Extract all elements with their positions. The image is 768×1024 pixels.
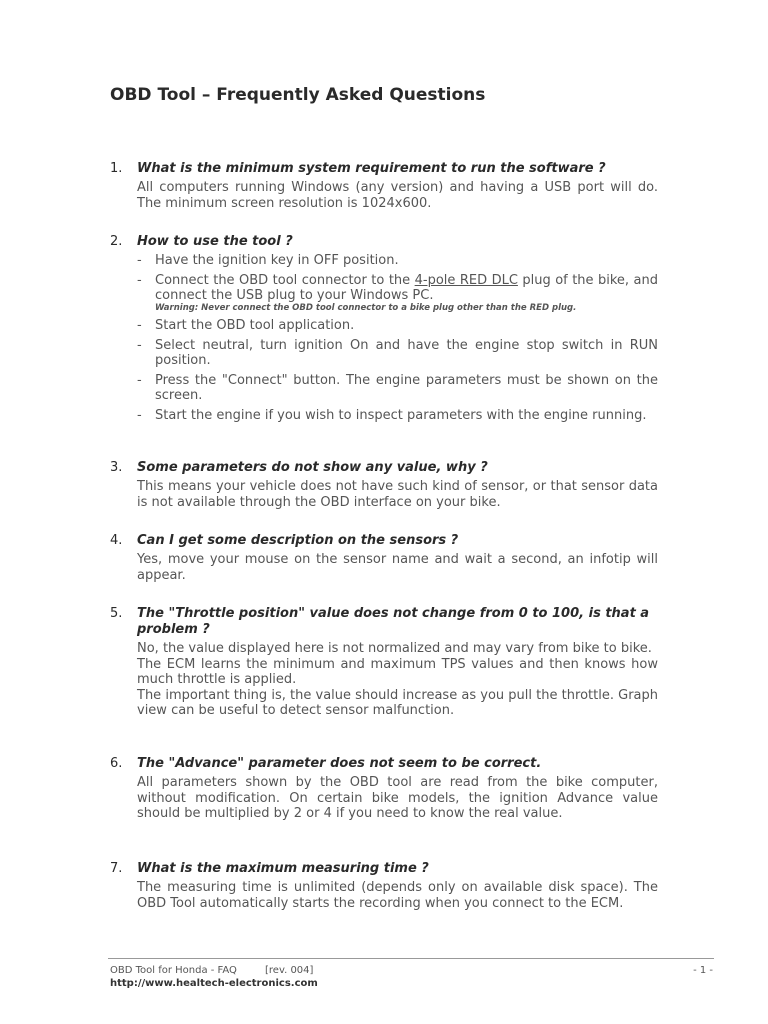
faq-answer-4 (137, 552, 658, 583)
question-number: 6. (110, 756, 123, 771)
step-item: - Connect the OBD tool connector to the 4-pole RED DLC plug of the bike, and connect the USB plug to your Windows PC. Warning: Never connect the OBD tool connector to a bike plug other than the RED plug. (137, 273, 658, 313)
faq-answer-5 (137, 641, 658, 719)
answer-paragraph: The important thing is, the value should increase as you pull the throttle. Graph view can be useful to detect sensor malfunction. (137, 687, 658, 718)
step-item: - Press the "Connect" button. The engine parameters must be shown on the screen. (137, 373, 658, 403)
warning-note: Warning: Never connect the OBD tool connector to a bike plug other than the RED plug. (155, 303, 577, 313)
question-text: Some parameters do not show any value, why ? (137, 460, 488, 475)
answer-paragraph: No, the value displayed here is not normalized and may vary from bike to bike. (137, 641, 652, 656)
faq-question-3 (110, 460, 660, 476)
question-text: What is the minimum system requirement to run the software ? (137, 161, 606, 176)
faq-answer-7 (137, 880, 658, 911)
answer-paragraph: All parameters shown by the OBD tool are read from the bike computer, without modification. On certain bike models, the ignition Advance value should be multiplied by 2 or 4 if you need to know the real value. (137, 775, 658, 821)
faq-steps-2 (137, 253, 658, 423)
faq-answer-3 (137, 479, 658, 510)
question-number: 7. (110, 861, 123, 876)
question-number: 3. (110, 460, 123, 475)
question-text: The "Throttle position" value does not change from 0 to 100, is that a problem ? (137, 606, 650, 637)
footer-page-number: - 1 - (693, 965, 713, 976)
dlc-plug-link: 4-pole RED DLC (414, 273, 518, 288)
answer-paragraph: The measuring time is unlimited (depends only on available disk space). The OBD Tool automatically starts the recording when you connect to the ECM. (137, 880, 658, 911)
answer-paragraph: All computers running Windows (any version) and having a USB port will do. The minimum screen resolution is 1024x600. (137, 180, 658, 211)
footer-revision: [rev. 004] (265, 965, 314, 976)
faq-question-5 (110, 606, 660, 637)
answer-paragraph: The ECM learns the minimum and maximum TPS values and then knows how much throttle is applied. (137, 656, 658, 687)
faq-question-4 (110, 533, 660, 549)
faq-question-7 (110, 861, 660, 877)
step-item: - Have the ignition key in OFF position. (137, 253, 399, 268)
question-text: What is the maximum measuring time ? (137, 861, 429, 876)
faq-question-6 (110, 756, 660, 772)
step-item: - Select neutral, turn ignition On and have the engine stop switch in RUN position. (137, 338, 658, 368)
answer-paragraph: Yes, move your mouse on the sensor name and wait a second, an infotip will appear. (137, 552, 658, 583)
footer-url-link[interactable]: http://www.healtech-electronics.com (110, 978, 318, 989)
question-number: 4. (110, 533, 123, 548)
step-item: - Start the OBD tool application. (137, 318, 355, 333)
question-text: How to use the tool ? (137, 234, 293, 249)
question-text: The "Advance" parameter does not seem to be correct. (137, 756, 542, 771)
faq-question-2 (110, 234, 660, 250)
question-text: Can I get some description on the sensors ? (137, 533, 459, 548)
question-number: 5. (110, 606, 123, 621)
question-number: 1. (110, 161, 123, 176)
footer-divider (108, 958, 714, 959)
faq-answer-6 (137, 775, 658, 822)
faq-answer-1 (137, 180, 658, 211)
question-number: 2. (110, 234, 123, 249)
answer-paragraph: This means your vehicle does not have such kind of sensor, or that sensor data is not available through the OBD interface on your bike. (137, 479, 658, 510)
faq-question-1 (110, 161, 660, 177)
footer-doc-title: OBD Tool for Honda - FAQ (110, 965, 237, 976)
page-title: OBD Tool – Frequently Asked Questions (110, 85, 486, 105)
step-item: - Start the engine if you wish to inspect parameters with the engine running. (137, 408, 647, 423)
